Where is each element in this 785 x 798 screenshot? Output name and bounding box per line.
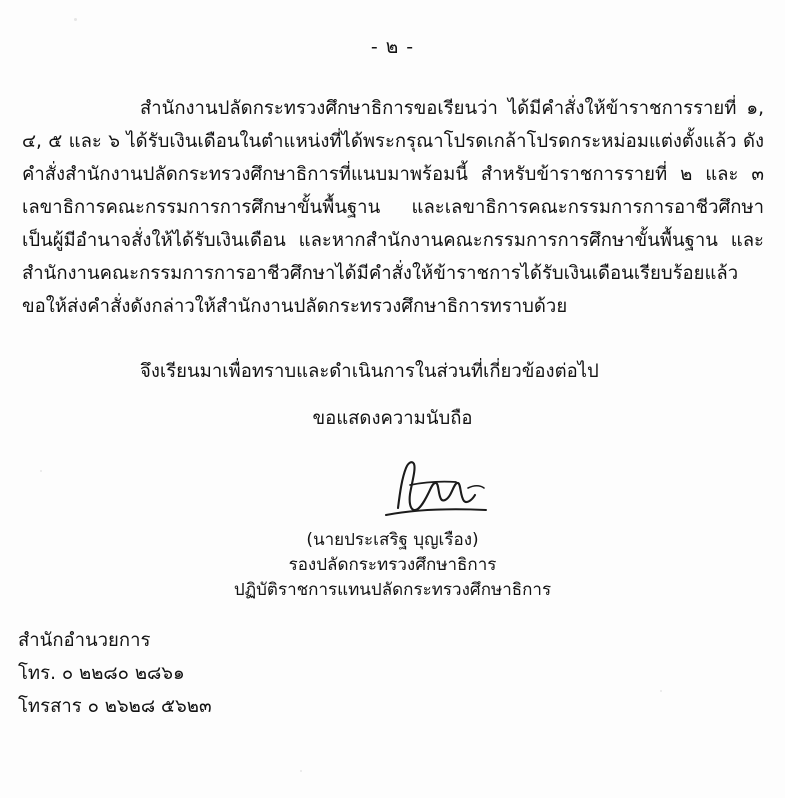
regards-line: ขอแสดงความนับถือ [312,408,473,429]
footer-phone: โทร. ๐ ๒๒๘๐ ๒๘๖๑ [18,663,185,684]
signature-block [0,528,785,603]
signature-position-2: ปฏิบัติราชการแทนปลัดกระทรวงศึกษาธิการ [233,580,552,600]
scan-speckle [74,18,77,21]
signature-position-1: รองปลัดกระทรวงศึกษาธิการ [288,555,497,575]
footer-contact-block [18,624,212,723]
signature-name: (นายประเสริฐ บุญเรือง) [306,530,479,550]
body-paragraph-text: สำนักงานปลัดกระทรวงศึกษาธิการขอเรียนว่า ได้มีคำสั่งให้ข้าราชการรายที่ ๑, ๔, ๕ และ ๖ ได้รับเงินเดือนในตำแหน่งที่ได้พระกรุณาโปรดเกล้าโปรดกระหม่อมแต่งตั้งแล้ว ดังคำสั่งสำนักงานปลัดกระทรวงศึกษาธิการที่แนบมาพร้อมนี้ สำหรับข้าราชการรายที่ ๒ และ ๓ เลขาธิการคณะกรรมการการศึกษาขั้นพื้นฐาน และเลขาธิการคณะกรรมการการอาชีวศึกษา เป็นผู้มีอำนาจสั่งให้ได้รับเงินเดือน และหากสำนักงานคณะกรรมการการศึกษาขั้นพื้นฐาน และสำนักงานคณะกรรมการการอาชีวศึกษาได้มีคำสั่งให้ข้าราชการได้รับเงินเดือนเรียบร้อยแล้ว ขอให้ส่งคำสั่งดังกล่าวให้สำนักงานปลัดกระทรวงศึกษาธิการทราบด้วย [22,98,764,317]
handwritten-signature-icon [340,452,540,530]
scan-speckle [300,770,302,772]
footer-fax: โทรสาร ๐ ๒๖๒๘ ๕๖๒๓ [18,696,212,717]
page-number: - ๒ - [370,36,415,58]
footer-office: สำนักอำนวยการ [18,630,151,651]
signature-area [0,452,785,532]
closing-line: จึงเรียนมาเพื่อทราบและดำเนินการในส่วนที่เกี่ยวข้องต่อไป [140,361,599,382]
body-paragraph [22,92,764,323]
scan-speckle [660,690,662,692]
